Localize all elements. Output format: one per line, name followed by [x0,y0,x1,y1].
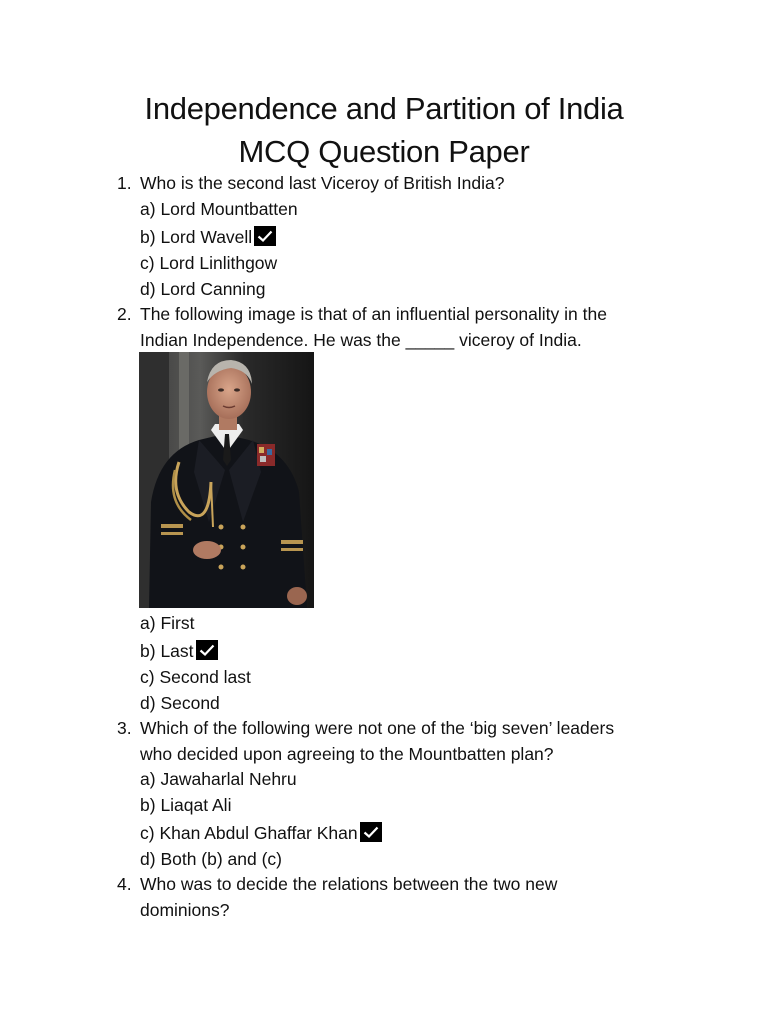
option-text: Both (b) and (c) [160,849,283,869]
question-number: 3. [117,718,132,738]
option-2d[interactable] [140,690,220,716]
option-label: b) [140,795,156,815]
option-label: c) [140,823,155,843]
page-title-line-2: MCQ Question Paper [238,134,530,169]
option-label: d) [140,279,156,299]
option-label: c) [140,253,155,273]
option-label: b) [140,641,156,661]
option-1a[interactable] [140,196,298,222]
option-text: Jawaharlal Nehru [160,769,297,789]
question-text: Who was to decide the relations between the two new [140,874,558,894]
question-text: The following image is that of an influential personality in the [140,304,607,324]
option-text: First [160,613,195,633]
page-title-line-1: Independence and Partition of India [144,91,624,126]
question-number: 2. [117,304,132,324]
option-text: Liaqat Ali [160,795,232,815]
option-1b[interactable] [140,224,276,250]
option-3c[interactable] [140,820,382,846]
question-text: dominions? [140,900,230,920]
option-label: b) [140,227,156,247]
option-3d[interactable] [140,846,282,872]
option-text: Khan Abdul Ghaffar Khan [159,823,358,843]
option-1c[interactable] [140,250,277,276]
option-text: Lord Mountbatten [160,199,298,219]
option-text: Lord Linlithgow [159,253,278,273]
option-text: Lord Wavell [160,227,253,247]
check-icon [360,822,382,842]
question-number: 4. [117,874,132,894]
option-label: c) [140,667,155,687]
question-text: Indian Independence. He was the _____ viceroy of India. [140,330,582,350]
option-label: a) [140,769,156,789]
check-icon [196,640,218,660]
question-text: Which of the following were not one of the ‘big seven’ leaders [140,718,615,738]
option-label: a) [140,613,156,633]
option-label: d) [140,693,156,713]
option-text: Second last [159,667,251,687]
question-text: Who is the second last Viceroy of British India? [140,173,505,193]
option-2c[interactable] [140,664,251,690]
question-number: 1. [117,173,132,193]
option-3b[interactable] [140,792,231,818]
option-2b[interactable] [140,638,218,664]
option-3a[interactable] [140,766,297,792]
option-text: Second [160,693,220,713]
option-label: d) [140,849,156,869]
check-icon [254,226,276,246]
option-2a[interactable] [140,610,194,636]
option-text: Last [160,641,194,661]
viceroy-portrait-image [139,352,314,608]
option-text: Lord Canning [160,279,266,299]
option-label: a) [140,199,156,219]
option-1d[interactable] [140,276,266,302]
question-text: who decided upon agreeing to the Mountbatten plan? [140,744,554,764]
